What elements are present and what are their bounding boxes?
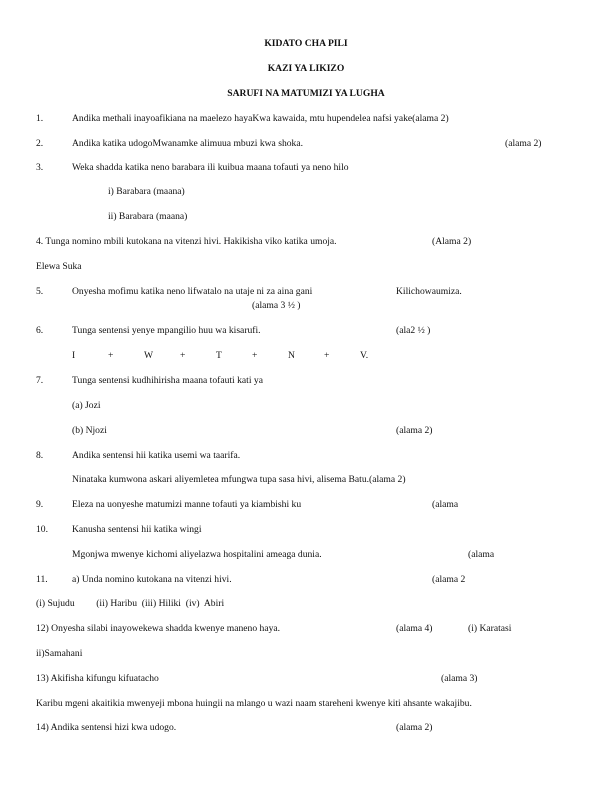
q10-sentence: Mgonjwa mwenye kichomi aliyelazwa hospitalini ameaga dunia. [72,549,322,560]
q6-pattern-item: + [180,350,186,361]
q6-number: 6. [36,325,44,336]
q6-pattern-item: T [216,350,222,361]
q10-marks: (alama [468,549,495,560]
q12-text: 12) Onyesha silabi inayowekewa shadda kwenye maneno haya. [36,623,281,634]
q13-text: 13) Akifisha kifungu kifuatacho [36,673,159,684]
q11-list: (i) Sujudu (ii) Haribu (iii) Hiliki (iv) Abiri [36,598,225,609]
q5-marks: (alama 3 ½ ) [252,300,301,311]
q12-word-i: (i) Karatasi [468,623,512,634]
q1-text: Andika methali inayoafikiana na maelezo hayaKwa kawaida, mtu hupendelea nafsi yake(alama 2) [72,113,449,124]
q6-pattern-item: N [288,350,295,361]
q4-words: Elewa Suka [36,261,82,272]
q6-marks: (ala2 ½ ) [396,325,431,336]
q9-marks: (alama [432,499,459,510]
q2-marks: (alama 2) [505,138,542,149]
q6-pattern-item: W [144,350,154,361]
q3-part-ii: ii) Barabara (maana) [108,211,188,222]
q14-text: 14) Andika sentensi hizi kwa udogo. [36,722,177,733]
q7-number: 7. [36,375,44,386]
q6-pattern-item: V. [360,350,369,361]
header-subject: SARUFI NA MATUMIZI YA LUGHA [227,88,385,99]
q10-number: 10. [36,524,48,535]
q9-text: Eleza na uonyeshe matumizi manne tofauti ya kiambishi ku [72,499,302,510]
q4-marks: (Alama 2) [432,236,472,247]
q14-marks: (alama 2) [396,722,433,733]
q6-pattern-item: + [252,350,258,361]
q11-number: 11. [36,574,48,585]
q4-text: 4. Tunga nomino mbili kutokana na vitenzi hivi. Hakikisha viko katika umoja. [36,236,337,247]
q11-text: a) Unda nomino kutokana na vitenzi hivi. [72,574,232,585]
q5-word: Kilichowaumiza. [396,286,462,297]
q10-text: Kanusha sentensi hii katika wingi [72,524,202,535]
q11-marks: (alama 2 [432,574,466,585]
header-form: KIDATO CHA PILI [264,38,348,49]
q7-part-a: (a) Jozi [72,400,101,411]
q6-text: Tunga sentensi yenye mpangilio huu wa kisarufi. [72,325,261,336]
q12-word-ii: ii)Samahani [36,648,83,659]
q8-text: Andika sentensi hii katika usemi wa taarifa. [72,450,241,461]
q3-number: 3. [36,162,44,173]
q3-part-i: i) Barabara (maana) [108,186,185,197]
q12-marks: (alama 4) [396,623,433,634]
q13-passage: Karibu mgeni akaitikia mwenyeji mbona huingii na mlango u wazi naam stareheni kwenye kiti ahsante wakajibu. [36,698,472,709]
q7-text: Tunga sentensi kudhihirisha maana tofauti kati ya [72,375,263,386]
q3-text: Weka shadda katika neno barabara ili kuibua maana tofauti ya neno hilo [72,162,349,173]
q6-pattern-item: I [72,350,76,361]
q1-number: 1. [36,113,44,124]
header-assignment: KAZI YA LIKIZO [267,63,345,74]
q5-text: Onyesha mofimu katika neno lifwatalo na utaje ni za aina gani [72,286,313,297]
q6-pattern-item: + [324,350,330,361]
q5-number: 5. [36,286,44,297]
q6-pattern-item: + [108,350,114,361]
q2-text: Andika katika udogoMwanamke alimuua mbuzi kwa shoka. [72,138,303,149]
q8-sentence: Ninataka kumwona askari aliyemletea mfungwa tupa sasa hivi, alisema Batu.(alama 2) [72,474,406,485]
q13-marks: (alama 3) [441,673,478,684]
q8-number: 8. [36,450,44,461]
q9-number: 9. [36,499,44,510]
q7-marks: (alama 2) [396,425,433,436]
q7-part-b: (b) Njozi [72,425,107,436]
q2-number: 2. [36,138,44,149]
